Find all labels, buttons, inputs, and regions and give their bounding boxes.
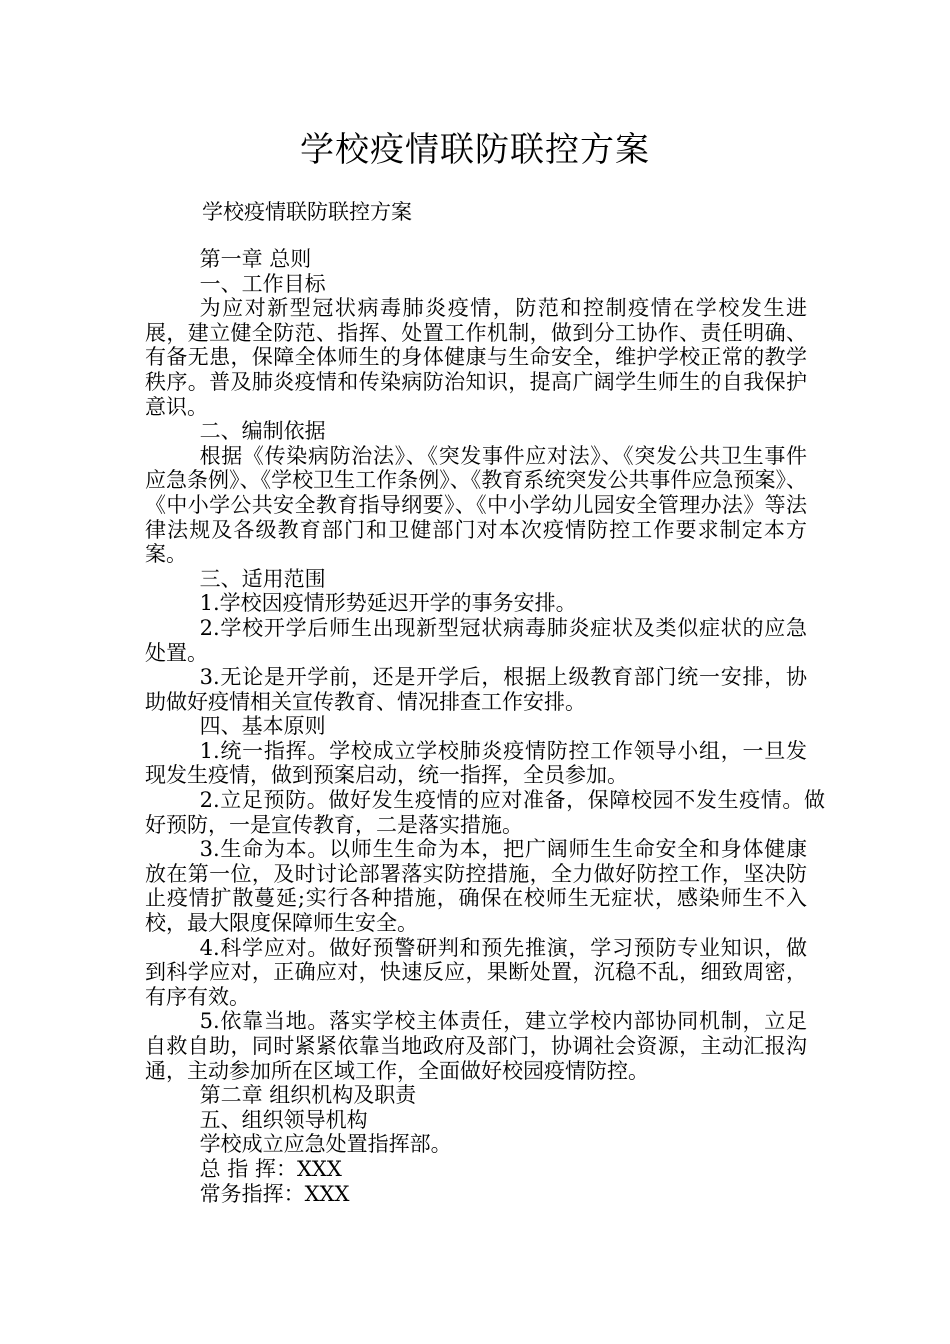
list-item: 3.生命为本。以师生生命为本，把广阔师生生命安全和身体健康放在第一位，及时讨论部署落实防控措施，全力做好防控工作，坚决防止疫情扩散蔓延;实行各种措施，确保在校师生无症状，感染师生不入校，最大限度保障师生安全。 (145, 837, 807, 936)
list-item: 2.学校开学后师生出现新型冠状病毒肺炎症状及类似症状的应急处置。 (145, 615, 807, 665)
role-line: 常务指挥：XXX (199, 1181, 350, 1206)
list-item: 1.学校因疫情形势延迟开学的事务安排。 (199, 591, 577, 616)
role-line: 总 指 挥：XXX (199, 1156, 342, 1181)
list-item: 5.依靠当地。落实学校主体责任，建立学校内部协同机制，立足自救自助，同时紧紧依靠当地政府及部门，协调社会资源，主动汇报沟通，主动参加所在区域工作，全面做好校园疫情防控。 (145, 1009, 807, 1083)
section-heading: 四、基本原则 (199, 714, 326, 739)
body-paragraph: 为应对新型冠状病毒肺炎疫情，防范和控制疫情在学校发生进展，建立健全防范、指挥、处置工作机制，做到分工协作、责任明确、有备无患，保障全体师生的身体健康与生命安全，维护学校正常的教学秩序。普及肺炎疫情和传染病防治知识，提高广阔学生师生的自我保护意识。 (145, 296, 807, 419)
section-heading: 二、编制依据 (199, 419, 326, 444)
list-item: 4.科学应对。做好预警研判和预先推演，学习预防专业知识，做到科学应对，正确应对，快速反应，果断处置，沉稳不乱，细致周密，有序有效。 (145, 935, 807, 1009)
list-item: 2.立足预防。做好发生疫情的应对准备，保障校园不发生疫情。做好预防，一是宣传教育，二是落实措施。 (145, 788, 825, 837)
section-heading: 五、组织领导机构 (199, 1107, 368, 1132)
list-item: 3.无论是开学前，还是开学后，根据上级教育部门统一安排，协助做好疫情相关宣传教育、情况排查工作安排。 (145, 665, 807, 714)
list-item: 1.统一指挥。学校成立学校肺炎疫情防控工作领导小组，一旦发现发生疫情，做到预案启动，统一指挥，全员参加。 (145, 738, 807, 788)
body-paragraph: 根据《传染病防治法》、《突发事件应对法》、《突发公共卫生事件应急条例》、《学校卫生工作条例》、《教育系统突发公共事件应急预案》、《中小学公共安全教育指导纲要》、《中小学幼儿园安全管理办法》等法律法规及各级教育部门和卫健部门对本次疫情防控工作要求制定本方案。 (145, 443, 807, 567)
document-title: 学校疫情联防联控方案 (300, 130, 650, 170)
chapter-heading: 第二章 组织机构及职责 (199, 1083, 417, 1108)
section-heading: 三、适用范围 (199, 566, 326, 591)
document-body (145, 247, 825, 1206)
document-subtitle: 学校疫情联防联控方案 (202, 200, 412, 224)
chapter-heading: 第一章 总则 (199, 247, 312, 271)
body-paragraph: 学校成立应急处置指挥部。 (199, 1132, 452, 1157)
section-heading: 一、工作目标 (199, 271, 326, 296)
